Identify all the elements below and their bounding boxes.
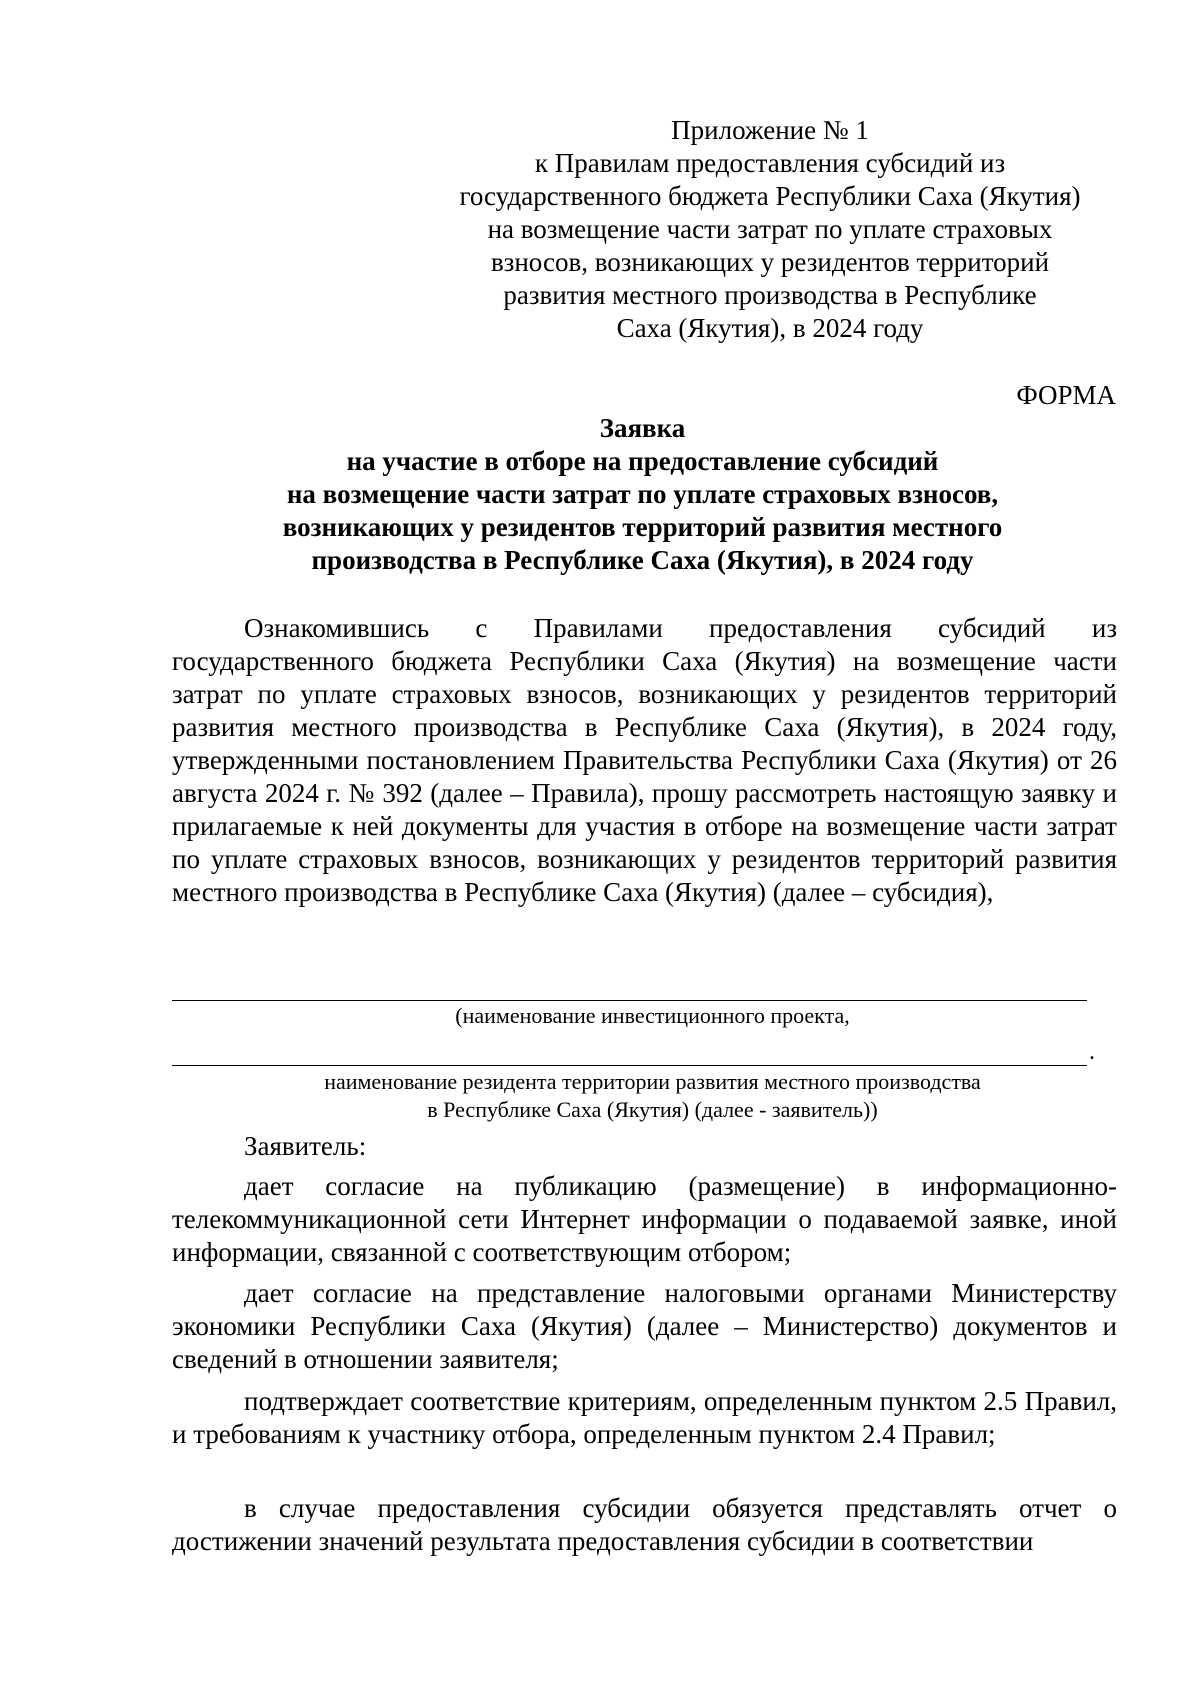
obligation-paragraph: подтверждает соответствие критериям, определенным пунктом 2.5 Правил, и требованиям к участнику отбора, определенным пунктом 2.4 Правил; <box>172 1386 1117 1449</box>
title-line: на участие в отборе на предоставление субсидий <box>346 446 939 476</box>
title-line: на возмещение части затрат по уплате страховых взносов, <box>286 479 999 509</box>
document-title <box>170 412 1115 577</box>
appendix-line: Приложение № 1 <box>671 115 869 145</box>
project-name-caption: (наименование инвестиционного проекта, <box>455 1003 850 1028</box>
resident-name-blank-line <box>172 1065 1087 1066</box>
resident-line-end-dot: . <box>1089 1039 1095 1065</box>
obligation-paragraph: в случае предоставления субсидии обязуется представлять отчет о достижении значений результата предоставления субсидии в соответствии <box>172 1493 1117 1556</box>
obligation-paragraph: дает согласие на представление налоговыми органами Министерству экономики Республики Саха (Якутия) (далее – Министерство) документов и сведений в отношении заявителя; <box>172 1278 1117 1374</box>
title-line: возникающих у резидентов территорий развития местного <box>282 512 1003 542</box>
appendix-line: Саха (Якутия), в 2024 году <box>616 313 924 343</box>
appendix-line: государственного бюджета Республики Саха (Якутия) <box>459 181 1081 211</box>
applicant-label: Заявитель: <box>244 1131 367 1161</box>
title-line: производства в Республике Саха (Якутия), в 2024 году <box>311 545 974 575</box>
title-line: Заявка <box>599 413 686 443</box>
appendix-line: на возмещение части затрат по уплате страховых <box>487 214 1053 244</box>
appendix-line: взносов, возникающих у резидентов территорий <box>490 247 1050 277</box>
obligation-paragraph: дает согласие на публикацию (размещение) в информационно-телекоммуникационной сети Интернет информации о подаваемой заявке, иной информации, связанной с соответствующим отбором; <box>172 1171 1117 1267</box>
form-label: ФОРМА <box>1016 380 1116 410</box>
intro-paragraph: Ознакомившись с Правилами предоставления субсидий из государственного бюджета Республики Саха (Якутия) на возмещение части затрат по уплате страховых взносов, возникающих у резидентов территорий развития местного производства в Республике Саха (Якутия), в 2024 году, утвержденными постановлением Правительства Республики Саха (Якутия) от 26 августа 2024 г. № 392 (далее – Правила), прошу рассмотреть настоящую заявку и прилагаемые к ней документы для участия в отборе на возмещение части затрат по уплате страховых взносов, возникающих у резидентов территорий развития местного производства в Республике Саха (Якутия) (далее – субсидия), <box>172 613 1117 907</box>
resident-caption-line: наименование резидента территории развития местного производства <box>324 1069 981 1094</box>
appendix-line: к Правилам предоставления субсидий из <box>534 148 1006 178</box>
appendix-line: развития местного производства в Республике <box>503 280 1037 310</box>
resident-name-caption <box>180 1068 1125 1124</box>
resident-caption-line: в Республике Саха (Якутия) (далее - заявитель)) <box>427 1097 878 1122</box>
project-name-blank-line <box>172 1000 1087 1001</box>
appendix-header <box>440 114 1100 345</box>
